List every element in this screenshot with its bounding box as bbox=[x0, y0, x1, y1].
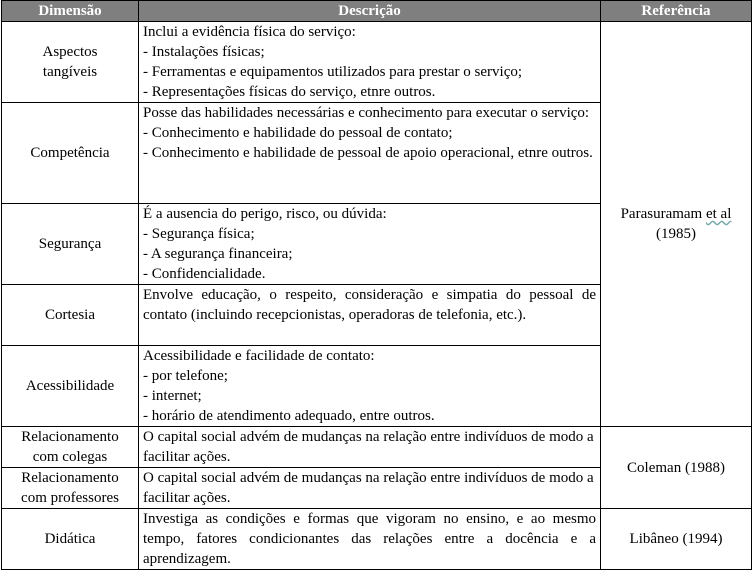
descricao-text: Posse das habilidades necessárias e conhecimento para executar o serviço: bbox=[143, 105, 590, 121]
descricao-text: Envolve educação, o respeito, consideração e simpatia do pessoal de contato (incluindo recepcionistas, operadoras de telefonia, etc.). bbox=[143, 287, 596, 323]
referencia-text: (1985) bbox=[656, 226, 696, 242]
table-row bbox=[2, 427, 752, 468]
referencia-text: Coleman (1988) bbox=[627, 459, 725, 476]
header-descricao: Descrição bbox=[139, 1, 601, 22]
header-row bbox=[2, 1, 752, 22]
descricao-text: - Confidencialidade. bbox=[143, 266, 266, 282]
descricao-text: - internet; bbox=[143, 388, 202, 404]
descricao-text: - Segurança física; bbox=[143, 226, 255, 242]
descricao-text: - Conhecimento e habilidade do pessoal de contato; bbox=[143, 125, 453, 141]
descricao-text: - A segurança financeira; bbox=[143, 246, 293, 262]
dimensao-text: Competência bbox=[30, 145, 110, 161]
header-referencia: Referência bbox=[601, 1, 752, 22]
descricao-cell bbox=[139, 285, 601, 346]
descricao-text: Investiga as condições e formas que vigoram no ensino, e ao mesmo tempo, fatores condicionantes das relações entre a docência e a aprendizagem. bbox=[143, 511, 596, 567]
dimensions-table bbox=[1, 0, 752, 570]
referencia-cell-parasuraman bbox=[601, 22, 752, 427]
header-dimensao: Dimensão bbox=[2, 1, 139, 22]
descricao-cell bbox=[139, 103, 601, 204]
dimensao-text: com professores bbox=[21, 490, 119, 506]
descricao-text: - Ferramentas e equipamentos utilizados para prestar o serviço; bbox=[143, 64, 523, 80]
descricao-cell bbox=[139, 346, 601, 427]
dimensao-cell bbox=[2, 103, 139, 204]
dimensao-text: com colegas bbox=[32, 449, 108, 465]
dimensao-text: Acessibilidade bbox=[25, 378, 115, 394]
descricao-text: - horário de atendimento adequado, entre outros. bbox=[143, 408, 435, 424]
dimensao-cell bbox=[2, 427, 139, 468]
dimensao-text: Relacionamento bbox=[21, 429, 119, 445]
descricao-text: - por telefone; bbox=[143, 368, 228, 384]
referencia-cell-libaneo bbox=[601, 509, 752, 570]
descricao-text: - Instalações físicas; bbox=[143, 44, 265, 60]
dimensao-text: tangíveis bbox=[42, 64, 98, 80]
descricao-cell bbox=[139, 509, 601, 570]
dimensao-cell bbox=[2, 468, 139, 509]
descricao-text: É a ausencia do perigo, risco, ou dúvida: bbox=[143, 206, 387, 222]
descricao-text: - Representações físicas do serviço, etnre outros. bbox=[143, 84, 436, 100]
descricao-text: Inclui a evidência física do serviço: bbox=[143, 24, 356, 40]
dimensao-text: Didática bbox=[44, 531, 96, 547]
descricao-cell bbox=[139, 22, 601, 103]
referencia-text: Parasuramam bbox=[620, 206, 703, 222]
dimensao-text: Relacionamento bbox=[21, 470, 119, 486]
dimensao-cell bbox=[2, 204, 139, 285]
dimensao-cell bbox=[2, 285, 139, 346]
referencia-cell-coleman bbox=[601, 427, 752, 509]
dimensao-cell bbox=[2, 509, 139, 570]
dimensao-cell bbox=[2, 346, 139, 427]
referencia-text: et al bbox=[705, 206, 732, 222]
table-row bbox=[2, 22, 752, 103]
descricao-text: - Conhecimento e habilidade de pessoal de apoio operacional, etnre outros. bbox=[143, 145, 593, 161]
table-row bbox=[2, 509, 752, 570]
dimensao-cell bbox=[2, 22, 139, 103]
descricao-text: O capital social advém de mudanças na relação entre indivíduos de modo a facilitar ações. bbox=[143, 429, 594, 465]
descricao-cell bbox=[139, 468, 601, 509]
referencia-text: Libâneo (1994) bbox=[629, 531, 723, 547]
descricao-cell bbox=[139, 427, 601, 468]
descricao-cell bbox=[139, 204, 601, 285]
dimensao-text: Segurança bbox=[38, 236, 102, 252]
dimensao-text: Cortesia bbox=[45, 307, 95, 323]
descricao-text: O capital social advém de mudanças na relação entre indivíduos de modo a facilitar ações. bbox=[143, 470, 594, 506]
descricao-text: Acessibilidade e facilidade de contato: bbox=[143, 348, 375, 364]
dimensao-text: Aspectos bbox=[42, 44, 98, 60]
